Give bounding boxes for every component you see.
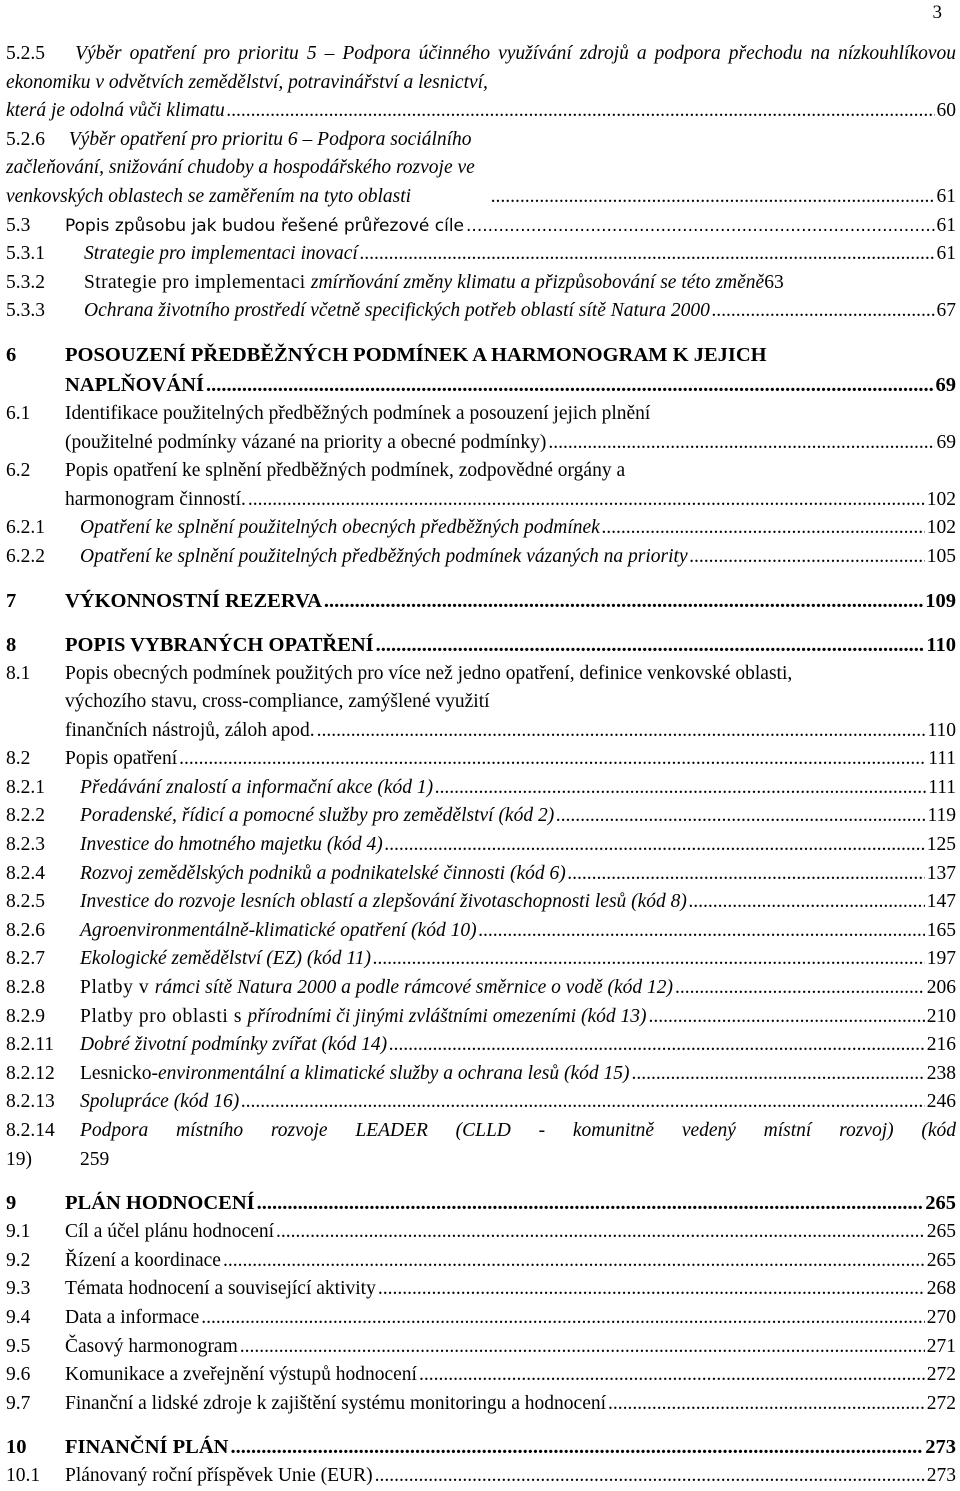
toc-chapter-6[interactable] (6, 340, 956, 400)
entry-title-end: 19) (6, 1148, 32, 1170)
entry-page: 61 (936, 185, 956, 207)
entry-title: Strategie pro implementaci inovací (84, 243, 358, 265)
entry-number: 8.2.13 (6, 1091, 55, 1113)
entry-number: 6.2 (6, 460, 31, 482)
entry-number: 5.3 (6, 214, 31, 236)
entry-page: 265 (926, 1249, 956, 1271)
entry-title: Finanční a lidské zdroje k zajištění systému monitoringu a hodnocení (65, 1392, 607, 1414)
entry-page: 265 (926, 1221, 956, 1243)
toc-chapter-8[interactable] (6, 630, 956, 660)
dot-leader (712, 297, 935, 326)
entry-number: 6 (6, 343, 17, 366)
toc-entry-8-2-9[interactable] (6, 1003, 956, 1032)
entry-page: 69 (935, 373, 956, 396)
entry-page: 110 (926, 633, 956, 656)
entry-title: Plánovaný roční příspěvek Unie (EUR) (65, 1465, 373, 1487)
entry-number: 8.1 (6, 662, 31, 684)
dot-leader (548, 429, 934, 458)
entry-number: 8.2.3 (6, 834, 45, 856)
entry-title-end: harmonogram činností. (65, 488, 246, 510)
entry-number: 9.3 (6, 1278, 31, 1300)
dot-leader (240, 1333, 925, 1362)
toc-entry-8-2-14[interactable] (6, 1117, 956, 1174)
entry-page: 105 (926, 545, 956, 567)
entry-page: 111 (928, 776, 956, 798)
toc-entry-6-2[interactable] (6, 457, 956, 514)
toc-entry-9-7[interactable] (6, 1390, 956, 1419)
entry-page: 216 (926, 1034, 956, 1056)
entry-page: 109 (925, 589, 956, 612)
entry-page: 137 (926, 862, 956, 884)
entry-page: 69 (936, 431, 956, 453)
entry-number: 5.3.1 (6, 243, 45, 265)
entry-title-end: finančních nástrojů, záloh apod. (65, 719, 315, 741)
entry-title: Opatření ke splnění použitelných předběžných podmínek vázaných na priority (80, 545, 688, 567)
entry-title: Časový harmonogram (65, 1335, 238, 1357)
entry-title: Identifikace použitelných předběžných podmínek a posouzení jejich plnění (65, 402, 651, 424)
entry-page: 61 (936, 214, 956, 236)
toc-entry-8-2[interactable] (6, 745, 956, 774)
entry-title: PLÁN HODNOCENÍ (65, 1192, 255, 1215)
dot-leader (257, 1188, 924, 1218)
entry-number: 8.2.9 (6, 1005, 45, 1027)
entry-title: Investice do hmotného majetku (kód 4) (80, 834, 383, 856)
entry-number: 8.2.8 (6, 977, 45, 999)
entry-number: 8 (6, 633, 17, 656)
dot-leader (491, 183, 934, 212)
entry-number: 9.6 (6, 1364, 31, 1386)
dot-leader (179, 745, 926, 774)
dot-leader (385, 831, 925, 860)
entry-page: 63 (764, 271, 784, 293)
toc-entry-6-2-2[interactable] (6, 543, 956, 572)
entry-title: Komunikace a zveřejnění výstupů hodnocení (65, 1364, 417, 1386)
dot-leader (602, 514, 925, 543)
dot-leader (466, 212, 934, 241)
toc-entry-6-1[interactable] (6, 400, 956, 457)
toc-chapter-10[interactable] (6, 1432, 956, 1462)
toc-entry-8-2-13[interactable] (6, 1088, 956, 1117)
entry-title: Témata hodnocení a související aktivity (65, 1278, 376, 1300)
dot-leader (206, 370, 934, 400)
toc-entry-5-3-3[interactable] (6, 297, 956, 326)
entry-title: Investice do rozvoje lesních oblastí a zlepšování životaschopnosti lesů (kód 8) (80, 891, 687, 913)
entry-number: 8.2.12 (6, 1062, 55, 1084)
dot-leader (201, 1304, 924, 1333)
dot-leader (556, 802, 925, 831)
entry-page: 60 (936, 100, 956, 122)
table-of-contents (6, 40, 956, 1491)
entry-page: 61 (936, 243, 956, 265)
entry-title: Spolupráce (kód 16) (80, 1091, 240, 1113)
entry-page: 270 (926, 1306, 956, 1328)
toc-entry-8-2-5[interactable] (6, 888, 956, 917)
toc-entry-8-2-12[interactable] (6, 1060, 956, 1089)
entry-title: Výběr opatření pro prioritu 5 – Podpora účinného využívání zdrojů a podpora přechodu na nízkouhlíkovou ekonomiku v odvětvích zemědělství, potravinářství a lesnictví, (6, 43, 957, 93)
entry-title-part: Platby pro oblasti s (80, 1005, 248, 1027)
toc-entry-8-2-8[interactable] (6, 974, 956, 1003)
entry-title: Ochrana životního prostředí včetně specifických potřeb oblastí sítě Natura 2000 (84, 300, 710, 322)
toc-chapter-9[interactable] (6, 1188, 956, 1218)
entry-page: 238 (926, 1062, 956, 1084)
toc-entry-8-2-2[interactable] (6, 802, 956, 831)
dot-leader (568, 860, 925, 889)
toc-entry-9-3[interactable] (6, 1275, 956, 1304)
toc-entry-5-2-5[interactable] (6, 40, 956, 126)
dot-leader (223, 1247, 925, 1276)
entry-number: 5.3.2 (6, 271, 45, 293)
entry-page: 210 (926, 1005, 956, 1027)
dot-leader (317, 717, 926, 746)
dot-leader (376, 630, 925, 660)
dot-leader (373, 945, 925, 974)
entry-page: 268 (926, 1278, 956, 1300)
entry-page: 271 (926, 1335, 956, 1357)
entry-title: Cíl a účel plánu hodnocení (65, 1221, 275, 1243)
entry-title-end: která je odolná vůči klimatu (6, 100, 225, 122)
toc-entry-5-2-6[interactable] (6, 126, 956, 212)
entry-title-part: Lesnicko- (80, 1062, 158, 1084)
entry-title: Ekologické zemědělství (EZ) (kód 11) (80, 948, 371, 970)
toc-entry-9-4[interactable] (6, 1304, 956, 1333)
entry-title-part: Platby v (80, 977, 155, 999)
entry-number: 8.2.4 (6, 862, 45, 884)
entry-page: 273 (926, 1465, 956, 1487)
entry-page: 111 (928, 748, 956, 770)
dot-leader (230, 1432, 923, 1462)
entry-number: 8.2.11 (6, 1034, 55, 1056)
entry-number: 5.3.3 (6, 300, 45, 322)
dot-leader (675, 974, 925, 1003)
entry-number: 7 (6, 589, 17, 612)
entry-number: 6.1 (6, 402, 31, 424)
dot-leader (248, 486, 925, 515)
entry-number: 9.7 (6, 1392, 31, 1414)
dot-leader (375, 1462, 925, 1491)
entry-page: 259 (80, 1148, 110, 1170)
entry-title-end: (použitelné podmínky vázané na priority a obecné podmínky) (65, 431, 547, 453)
entry-page: 273 (925, 1436, 956, 1459)
entry-page: 165 (926, 919, 956, 941)
entry-page: 119 (927, 805, 956, 827)
entry-number: 6.2.2 (6, 545, 45, 567)
entry-number: 9.4 (6, 1306, 31, 1328)
toc-entry-9-5[interactable] (6, 1333, 956, 1362)
toc-entry-6-2-1[interactable] (6, 514, 956, 543)
dot-leader (378, 1275, 925, 1304)
entry-title: Data a informace (65, 1306, 200, 1328)
toc-entry-8-2-4[interactable] (6, 860, 956, 889)
entry-page: 206 (926, 977, 956, 999)
entry-title: Podpora místního rozvoje LEADER (CLLD - komunitně vedený místní rozvoj) (kód (80, 1120, 956, 1141)
entry-title-italic: environmentální a klimatické služby a ochrana lesů (kód 15) (157, 1062, 630, 1084)
entry-number: 9.2 (6, 1249, 31, 1271)
toc-entry-8-2-3[interactable] (6, 831, 956, 860)
entry-title: Opatření ke splnění použitelných obecných předběžných podmínek (80, 517, 600, 539)
dot-leader (360, 240, 935, 269)
dot-leader (690, 543, 925, 572)
toc-entry-5-3-1[interactable] (6, 240, 956, 269)
entry-page: 272 (926, 1392, 956, 1414)
entry-title: Rozvoj zemědělských podniků a podnikatelské činnosti (kód 6) (80, 862, 566, 884)
entry-number: 5.2.5 (6, 43, 45, 64)
dot-leader (632, 1060, 925, 1089)
entry-title: POPIS VYBRANÝCH OPATŘENÍ (65, 633, 374, 656)
entry-page: 246 (926, 1091, 956, 1113)
entry-number: 8.2.2 (6, 805, 45, 827)
entry-page: 147 (926, 891, 956, 913)
entry-title-end: NAPLŇOVÁNÍ (65, 373, 204, 396)
entry-page: 110 (927, 719, 956, 741)
entry-number: 8.2 (6, 748, 31, 770)
dot-leader (419, 1361, 925, 1390)
entry-page: 67 (936, 300, 956, 322)
entry-title: Dobré životní podmínky zvířat (kód 14) (80, 1034, 388, 1056)
entry-number: 8.2.7 (6, 948, 45, 970)
dot-leader (608, 1390, 925, 1419)
dot-leader (276, 1218, 925, 1247)
entry-title-italic: přírodními či jinými zvláštními omezeními (kód 13) (247, 1005, 647, 1027)
entry-number: 10 (6, 1436, 27, 1459)
toc-entry-5-3[interactable] (6, 212, 956, 241)
dot-leader (389, 1031, 925, 1060)
entry-number: 8.2.6 (6, 919, 45, 941)
entry-number: 9.1 (6, 1221, 31, 1243)
toc-entry-9-1[interactable] (6, 1218, 956, 1247)
entry-number: 8.2.1 (6, 776, 45, 798)
toc-entry-5-3-2[interactable] (6, 269, 956, 298)
entry-title-italic: rámci sítě Natura 2000 a podle rámcové směrnice o vodě (kód 12) (154, 977, 674, 999)
entry-title: Popis opatření (65, 748, 178, 770)
entry-title-part: Strategie pro implementaci (84, 271, 311, 293)
toc-entry-9-2[interactable] (6, 1247, 956, 1276)
entry-number: 9 (6, 1192, 17, 1215)
dot-leader (479, 917, 925, 946)
entry-page: 265 (925, 1192, 956, 1215)
entry-title: Výběr opatření pro prioritu 6 – Podpora sociálního začleňování, snižování chudoby a hospodářského rozvoje ve venkovských oblastech se zaměřením na tyto oblasti (6, 128, 475, 207)
entry-number: 9.5 (6, 1335, 31, 1357)
entry-title: Popis obecných podmínek použitých pro více než jedno opatření, definice venkovské oblasti, výchozího stavu, cross-compliance, zamýšlené využití (65, 662, 793, 713)
dot-leader (689, 888, 925, 917)
toc-entry-10-1[interactable] (6, 1462, 956, 1491)
toc-entry-9-6[interactable] (6, 1361, 956, 1390)
entry-number: 10.1 (6, 1465, 41, 1487)
entry-number: 8.2.5 (6, 891, 45, 913)
entry-title: Popis způsobu jak budou řešené průřezové cíle (65, 215, 465, 236)
entry-page: 272 (926, 1364, 956, 1386)
dot-leader (227, 97, 935, 126)
entry-title: Popis opatření ke splnění předběžných podmínek, zodpovědné orgány a (65, 460, 626, 482)
dot-leader (241, 1088, 925, 1117)
entry-page: 102 (926, 517, 956, 539)
entry-title: Agroenvironmentálně-klimatické opatření (kód 10) (80, 919, 477, 941)
entry-title: Řízení a koordinace (65, 1249, 221, 1271)
entry-page: 102 (926, 488, 956, 510)
dot-leader (435, 774, 926, 803)
entry-number: 5.2.6 (6, 128, 45, 150)
toc-entry-8-2-11[interactable] (6, 1031, 956, 1060)
toc-entry-8-2-6[interactable] (6, 917, 956, 946)
entry-title: POSOUZENÍ PŘEDBĚŽNÝCH PODMÍNEK A HARMONOGRAM K JEJICH (65, 343, 767, 366)
entry-title: FINANČNÍ PLÁN (65, 1436, 229, 1459)
entry-page: 125 (926, 834, 956, 856)
toc-entry-8-2-1[interactable] (6, 774, 956, 803)
entry-number: 6.2.1 (6, 517, 45, 539)
page-number: 3 (932, 2, 942, 23)
dot-leader (649, 1003, 925, 1032)
toc-entry-8-2-7[interactable] (6, 945, 956, 974)
toc-chapter-7[interactable] (6, 586, 956, 616)
entry-title-italic: zmírňování změny klimatu a přizpůsobování se této změně (310, 271, 765, 293)
entry-number: 8.2.14 (6, 1120, 55, 1141)
entry-title: VÝKONNOSTNÍ REZERVA (65, 589, 322, 612)
dot-leader (324, 586, 923, 616)
entry-title: Předávání znalostí a informační akce (kód 1) (80, 776, 434, 798)
entry-title: Poradenské, řídicí a pomocné služby pro zemědělství (kód 2) (80, 805, 555, 827)
toc-entry-8-1[interactable] (6, 660, 956, 746)
entry-page: 197 (926, 948, 956, 970)
